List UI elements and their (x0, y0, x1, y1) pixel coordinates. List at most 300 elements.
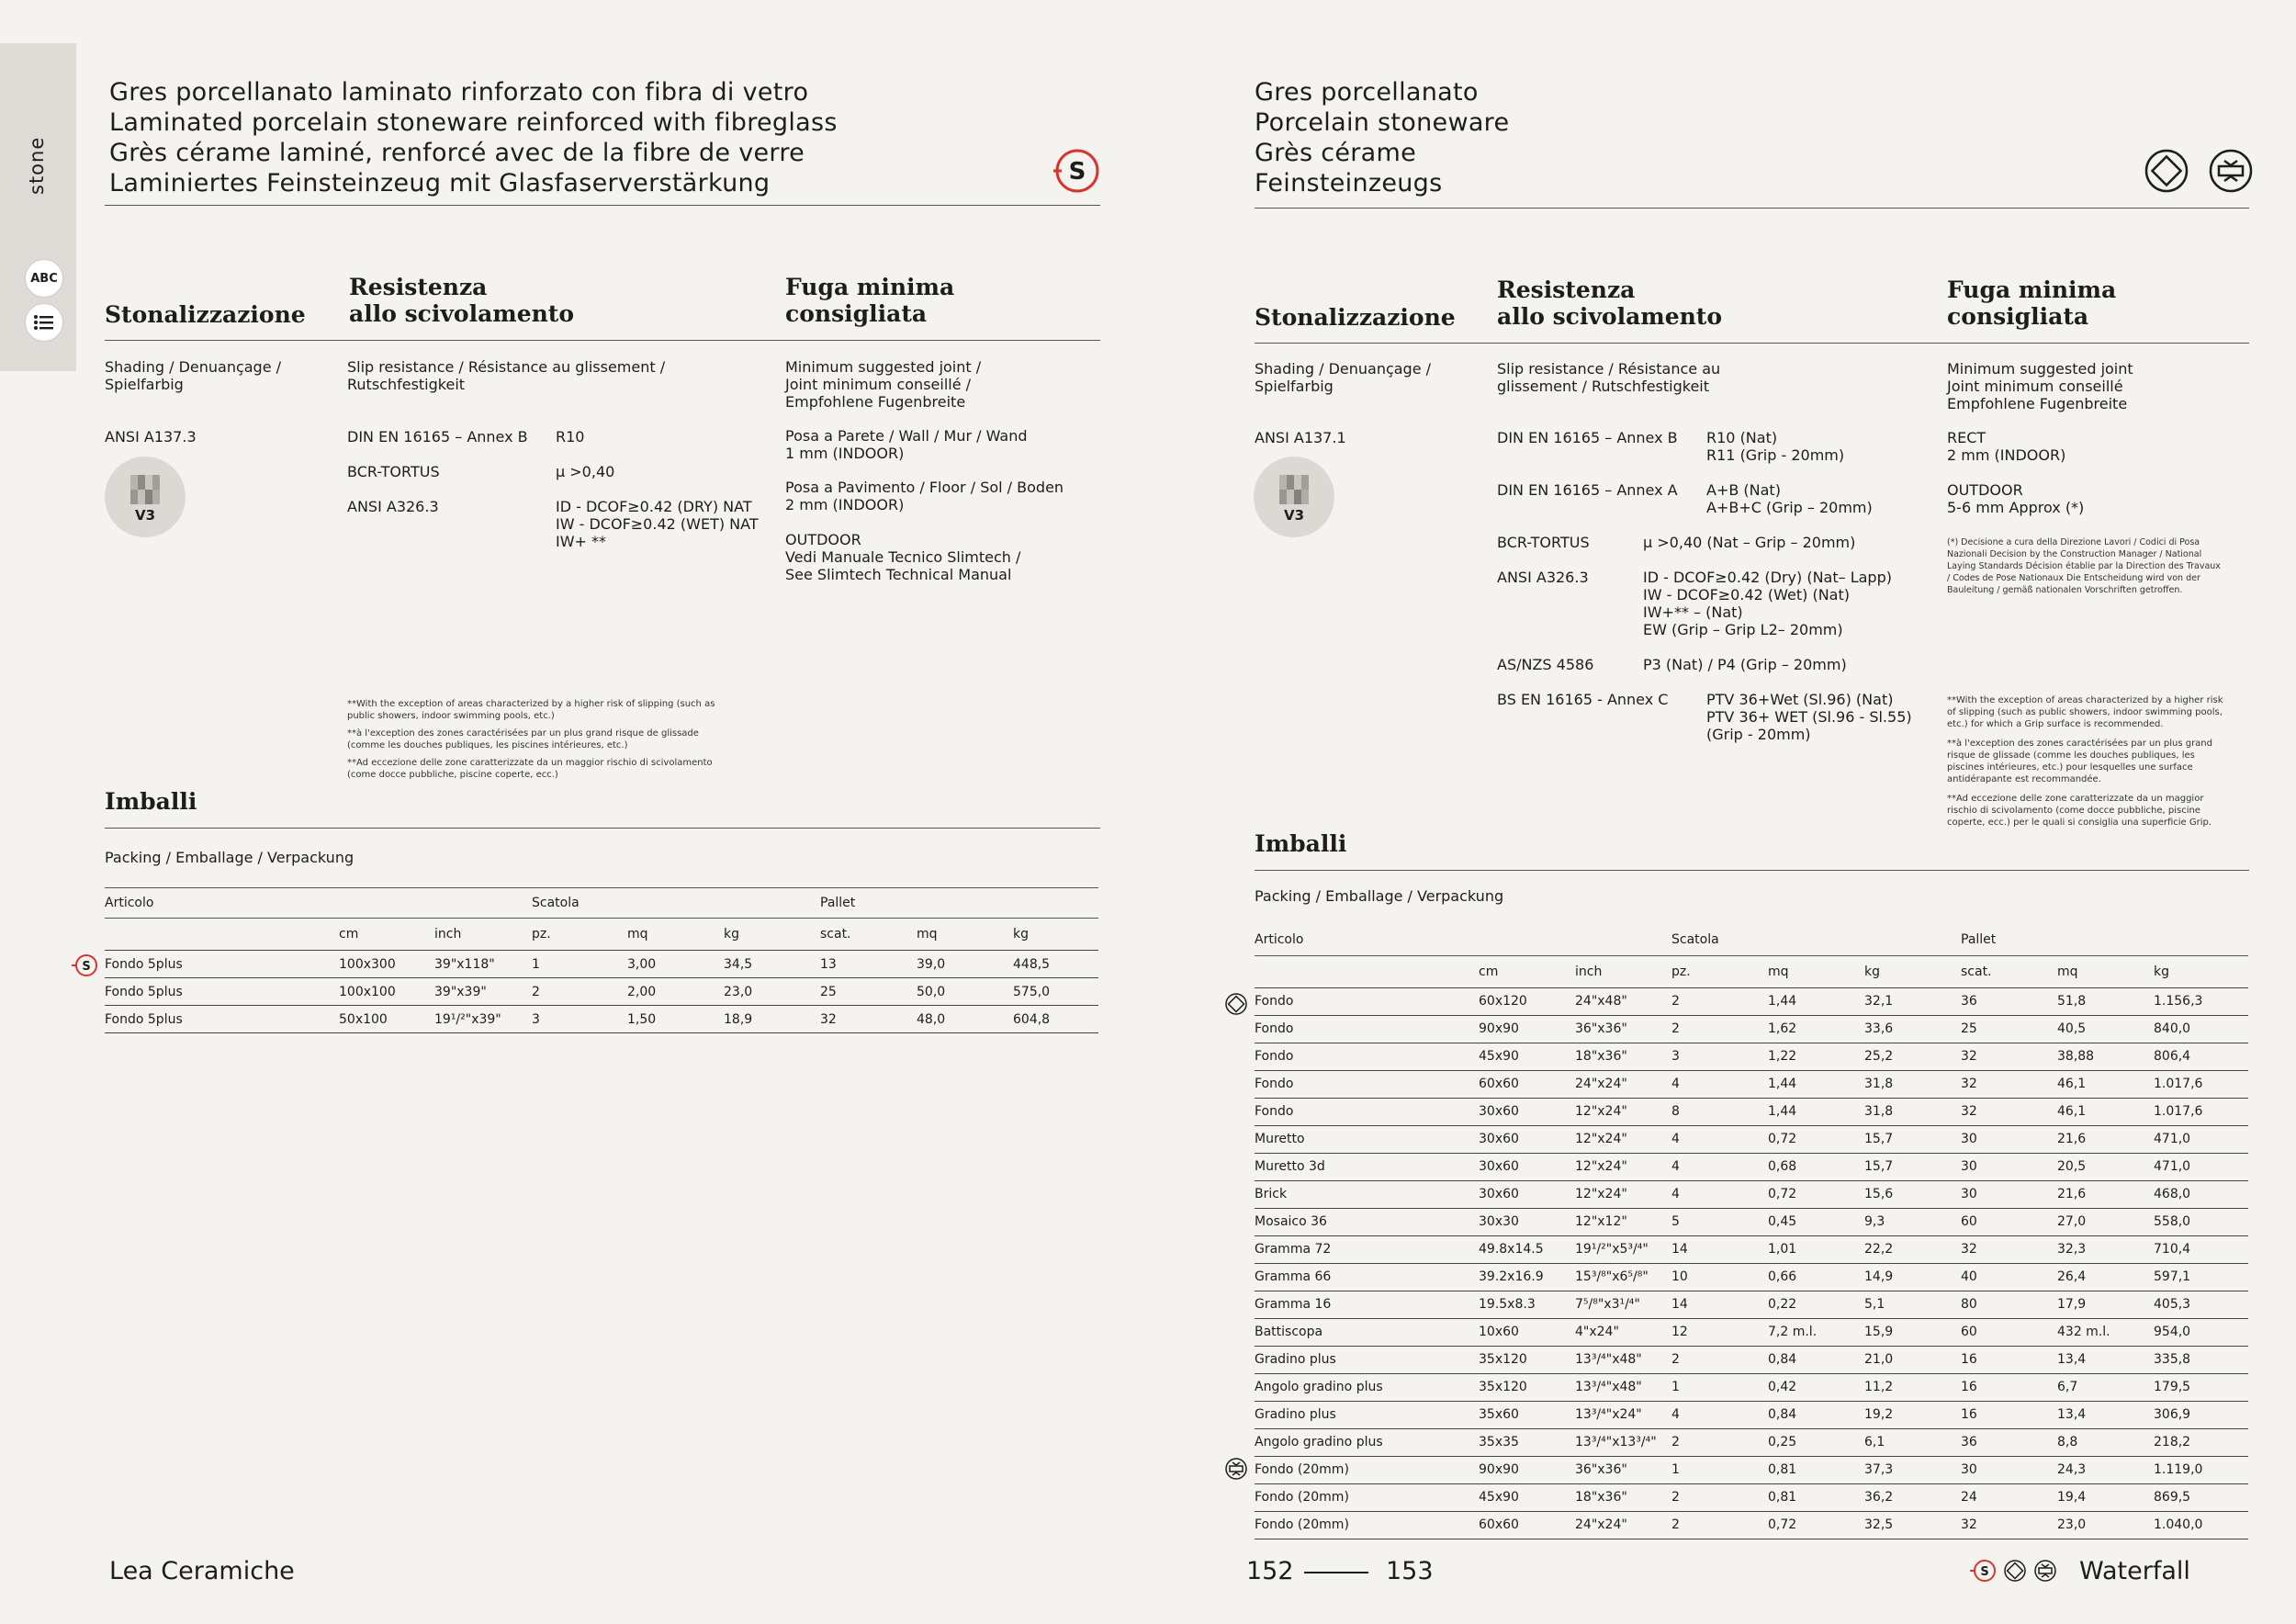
table-cell: 1 (532, 951, 627, 978)
table-cell: 39"x39" (434, 978, 532, 1006)
table-cell: 19¹/²"x39" (434, 1006, 532, 1033)
col-header: kg (1013, 919, 1098, 951)
table-row (1255, 1401, 2248, 1428)
shade-code: V3 (134, 507, 156, 524)
slip-std: DIN EN 16165 – Annex A (1497, 481, 1678, 499)
table-row (1255, 1263, 2248, 1291)
table-cell: Fondo (1255, 987, 1479, 1015)
table-cell: Muretto (1255, 1125, 1479, 1153)
table-cell: 954,0 (2154, 1318, 2248, 1346)
stonal-subtitle: Shading / Denuançage / Spielfarbig (1255, 360, 1432, 395)
table-cell: Muretto 3d (1255, 1153, 1479, 1180)
table-cell: 45x90 (1479, 1043, 1575, 1070)
table-cell: 471,0 (2154, 1153, 2248, 1180)
table-row (1255, 1456, 2248, 1483)
table-row (1255, 1428, 2248, 1456)
table-row (1255, 1125, 2248, 1153)
slip-val: μ >0,40 (Nat – Grip – 20mm) (1643, 534, 1856, 551)
slip-std: DIN EN 16165 – Annex B (1497, 429, 1678, 446)
table-cell: 32,3 (2057, 1235, 2154, 1263)
table-cell: 30 (1961, 1456, 2057, 1483)
divider (1255, 343, 2249, 344)
table-cell: 0,72 (1768, 1180, 1864, 1208)
svg-text:S: S (1068, 158, 1086, 186)
table-cell: 0,66 (1768, 1263, 1864, 1291)
table-cell: 21,0 (1864, 1346, 1961, 1373)
table-cell: 3,00 (627, 951, 724, 978)
table-cell: 46,1 (2057, 1070, 2154, 1098)
table-cell: 2 (1671, 1015, 1768, 1043)
table-cell: 840,0 (2154, 1015, 2248, 1043)
joint-title-line2: consigliata (1947, 303, 2089, 330)
table-cell: 24,3 (2057, 1456, 2154, 1483)
table-row (1255, 1043, 2248, 1070)
joint-note: (*) Decisione a cura della Direzione Lavori / Codici di Posa Nazionali Decision by the Construction Manager / National Laying Standards Décision établie par la Direction des Travaux / Codes de Pose Nationaux Die Entscheidung wird von der Bauleitung / gemäß nationalen Vorschriften getroffen. (1947, 537, 2221, 595)
table-cell: 15³/⁸"x6⁵/⁸" (1575, 1263, 1671, 1291)
table-cell: 34,5 (724, 951, 820, 978)
table-row (1255, 1098, 2248, 1125)
col-header: inch (1575, 955, 1671, 987)
footnote: **Ad eccezione delle zone caratterizzate da un maggior rischio di scivolamento (come docce pubbliche, piscine coperte, ecc.) per le quali si consiglia una superficie Grip. (1947, 794, 2212, 828)
table-cell: 21,6 (2057, 1125, 2154, 1153)
table-cell: 30 (1961, 1153, 2057, 1180)
col-header: pz. (1671, 955, 1768, 987)
table-cell: 36"x36" (1575, 1015, 1671, 1043)
table-cell: 4 (1671, 1153, 1768, 1180)
table-cell: Fondo (1255, 1070, 1479, 1098)
table-cell: 46,1 (2057, 1098, 2154, 1125)
table-cell: 32 (1961, 1098, 2057, 1125)
table-cell: 35x60 (1479, 1401, 1575, 1428)
table-cell: 22,2 (1864, 1235, 1961, 1263)
table-subheader-row (105, 919, 1098, 951)
headline-de: Feinsteinzeugs (1255, 169, 1443, 197)
table-cell: Fondo (20mm) (1255, 1511, 1479, 1539)
table-row (1255, 1153, 2248, 1180)
table-cell: 558,0 (2154, 1208, 2248, 1235)
joint-block: RECT 2 mm (INDOOR) (1947, 429, 2066, 464)
table-cell: 17,9 (2057, 1291, 2154, 1318)
shade-tile-icon (130, 475, 160, 504)
joint-title (785, 274, 954, 327)
table-cell: 23,0 (724, 978, 820, 1006)
table-cell: Gradino plus (1255, 1401, 1479, 1428)
table-cell: 60 (1961, 1318, 2057, 1346)
table-cell: 0,68 (1768, 1153, 1864, 1180)
table-cell: 2 (1671, 1428, 1768, 1456)
svg-text:S: S (1980, 1565, 1989, 1579)
table-cell: 5,1 (1864, 1291, 1961, 1318)
table-cell: 35x120 (1479, 1346, 1575, 1373)
table-cell: 6,1 (1864, 1428, 1961, 1456)
table-cell: 2 (1671, 1511, 1768, 1539)
shade-tile-icon (1279, 475, 1309, 504)
slip-std: BCR-TORTUS (1497, 534, 1590, 551)
thickness-20mm-icon (1224, 1457, 1248, 1484)
packing-title: Imballi (1255, 830, 1347, 857)
col-header: kg (2154, 955, 2248, 987)
table-cell: 5 (1671, 1208, 1768, 1235)
abc-index-button[interactable]: ABC (25, 259, 63, 298)
table-cell: Fondo (1255, 1015, 1479, 1043)
table-cell: 2 (1671, 987, 1768, 1015)
slip-title-line2: allo scivolamento (349, 300, 575, 327)
footer-feature-icons (1969, 1557, 2057, 1585)
table-cell: 24 (1961, 1483, 2057, 1511)
table-cell: 21,6 (2057, 1180, 2154, 1208)
divider (105, 205, 1100, 206)
slip-std: DIN EN 16165 – Annex B (347, 428, 528, 445)
table-cell: 30x60 (1479, 1125, 1575, 1153)
table-cell: 32,1 (1864, 987, 1961, 1015)
joint-block: Posa a Pavimento / Floor / Sol / Boden 2 mm (INDOOR) (785, 479, 1064, 513)
shade-code: V3 (1283, 507, 1305, 524)
divider (1255, 208, 2249, 209)
stonal-title: Stonalizzazione (105, 301, 306, 328)
table-cell: 1,22 (1768, 1043, 1864, 1070)
table-row (1255, 1511, 2248, 1539)
table-cell: 1,44 (1768, 1098, 1864, 1125)
table-cell: 0,45 (1768, 1208, 1864, 1235)
col-header: cm (339, 919, 434, 951)
slip-title (1497, 276, 1722, 330)
packing-table-right (1255, 925, 2248, 1539)
slip-title-line1: Resistenza (349, 274, 488, 300)
page-number-left: 152 (1246, 1557, 1294, 1585)
table-cell: 575,0 (1013, 978, 1098, 1006)
footnote: **With the exception of areas characterized by a higher risk of slipping (such as public showers, indoor swimming pools, etc.) (347, 699, 715, 721)
table-cell: Angolo gradino plus (1255, 1428, 1479, 1456)
table-cell: 1.017,6 (2154, 1070, 2248, 1098)
table-cell: 710,4 (2154, 1235, 2248, 1263)
packing-table-left (105, 887, 1098, 1033)
table-cell: 50,0 (917, 978, 1013, 1006)
rectified-diamond-icon (2144, 149, 2189, 197)
table-cell: 2 (1671, 1483, 1768, 1511)
table-cell: 30x60 (1479, 1098, 1575, 1125)
table-cell: 48,0 (917, 1006, 1013, 1033)
joint-subtitle: Minimum suggested joint / Joint minimum conseillé / Empfohlene Fugenbreite (785, 358, 982, 411)
table-row (1255, 987, 2248, 1015)
table-cell: 35x35 (1479, 1428, 1575, 1456)
slip-val: ID - DCOF≥0.42 (DRY) NAT IW - DCOF≥0.42 (WET) NAT IW+ ** (556, 498, 759, 550)
table-cell: 12"x12" (1575, 1208, 1671, 1235)
table-cell: 1,62 (1768, 1015, 1864, 1043)
divider (105, 828, 1100, 829)
table-cell: 13,4 (2057, 1346, 2154, 1373)
table-cell: 31,8 (1864, 1098, 1961, 1125)
col-header: inch (434, 919, 532, 951)
table-row (1255, 1070, 2248, 1098)
table-cell: 36 (1961, 1428, 2057, 1456)
headline-it: Gres porcellanato laminato rinforzato con fibra di vetro (109, 78, 809, 107)
col-header: scat. (820, 919, 917, 951)
table-cell: 19,2 (1864, 1401, 1961, 1428)
divider (1255, 870, 2249, 871)
table-cell: 100x300 (339, 951, 434, 978)
table-cell: 32 (1961, 1235, 2057, 1263)
table-row (105, 978, 1098, 1006)
table-cell: 24"x48" (1575, 987, 1671, 1015)
table-cell: 25 (820, 978, 917, 1006)
slip-std: ANSI A326.3 (1497, 569, 1589, 586)
table-cell: 15,7 (1864, 1153, 1961, 1180)
table-cell: 26,4 (2057, 1263, 2154, 1291)
table-cell: 32,5 (1864, 1511, 1961, 1539)
headline-it: Gres porcellanato (1255, 78, 1479, 107)
slip-std: BS EN 16165 - Annex C (1497, 691, 1669, 708)
joint-title-line1: Fuga minima (1947, 276, 2117, 303)
table-cell: 1,01 (1768, 1235, 1864, 1263)
table-cell: 14 (1671, 1235, 1768, 1263)
table-row (1255, 1483, 2248, 1511)
table-cell: Gramma 16 (1255, 1291, 1479, 1318)
slip-val: A+B (Nat) A+B+C (Grip – 20mm) (1706, 481, 1873, 516)
table-row (1255, 1180, 2248, 1208)
table-cell: 32 (1961, 1043, 2057, 1070)
table-cell: Gramma 72 (1255, 1235, 1479, 1263)
table-cell: 12"x24" (1575, 1153, 1671, 1180)
table-cell: 15,7 (1864, 1125, 1961, 1153)
table-cell: 1.040,0 (2154, 1511, 2248, 1539)
table-cell: 335,8 (2154, 1346, 2248, 1373)
table-cell: 15,9 (1864, 1318, 1961, 1346)
table-cell: 13 (820, 951, 917, 978)
table-cell: 468,0 (2154, 1180, 2248, 1208)
table-cell: 19.5x8.3 (1479, 1291, 1575, 1318)
table-cell: 179,5 (2154, 1373, 2248, 1401)
table-row (1255, 1318, 2248, 1346)
table-cell: 30x60 (1479, 1153, 1575, 1180)
slip-val: R10 (Nat) R11 (Grip - 20mm) (1706, 429, 1845, 464)
slip-val: P3 (Nat) / P4 (Grip – 20mm) (1643, 656, 1847, 673)
table-cell: 15,6 (1864, 1180, 1961, 1208)
slip-title-line1: Resistenza (1497, 276, 1636, 303)
table-cell: 14 (1671, 1291, 1768, 1318)
left-headline (109, 77, 838, 198)
slimtech-s-icon (72, 953, 99, 981)
table-row (105, 951, 1098, 978)
category-tab (0, 43, 76, 371)
table-cell: 38,88 (2057, 1043, 2154, 1070)
headline-fr: Grès cérame (1255, 139, 1417, 167)
table-cell: 0,22 (1768, 1291, 1864, 1318)
table-cell: 18,9 (724, 1006, 820, 1033)
table-cell: Fondo (1255, 1098, 1479, 1125)
table-row (1255, 1235, 2248, 1263)
table-cell: 604,8 (1013, 1006, 1098, 1033)
table-cell: 33,6 (1864, 1015, 1961, 1043)
packing-subtitle: Packing / Emballage / Verpackung (105, 849, 355, 866)
table-body (1255, 987, 2248, 1539)
col-header: kg (724, 919, 820, 951)
table-cell: Fondo (20mm) (1255, 1483, 1479, 1511)
table-cell: 218,2 (2154, 1428, 2248, 1456)
slip-std: AS/NZS 4586 (1497, 656, 1594, 673)
joint-title-line2: consigliata (785, 300, 928, 327)
table-cell: 448,5 (1013, 951, 1098, 978)
table-cell: 36 (1961, 987, 2057, 1015)
table-cell: 24"x24" (1575, 1070, 1671, 1098)
slip-subtitle: Slip resistance / Résistance au glissement / Rutschfestigkeit (1497, 360, 1721, 395)
table-cell: 16 (1961, 1346, 2057, 1373)
table-cell: Fondo 5plus (105, 951, 339, 978)
col-header: mq (627, 919, 724, 951)
table-cell: 4"x24" (1575, 1318, 1671, 1346)
table-cell: 36,2 (1864, 1483, 1961, 1511)
table-cell: Gramma 66 (1255, 1263, 1479, 1291)
headline-en: Laminated porcelain stoneware reinforced with fibreglass (109, 108, 838, 137)
table-cell: 432 m.l. (2057, 1318, 2154, 1346)
col-header: mq (2057, 955, 2154, 987)
col-header: cm (1479, 955, 1575, 987)
col-header: mq (917, 919, 1013, 951)
table-cell: 23,0 (2057, 1511, 2154, 1539)
footnotes (1947, 694, 2232, 829)
joint-title-line1: Fuga minima (785, 274, 955, 300)
slip-val: ID - DCOF≥0.42 (Dry) (Nat– Lapp) IW - DCOF≥0.42 (Wet) (Nat) IW+** – (Nat) EW (Grip – Grip L2– 20mm) (1643, 569, 1892, 638)
table-cell: 0,42 (1768, 1373, 1864, 1401)
table-subheader-row (1255, 955, 2248, 987)
table-cell: 49.8x14.5 (1479, 1235, 1575, 1263)
table-cell: 31,8 (1864, 1070, 1961, 1098)
table-cell: 0,81 (1768, 1483, 1864, 1511)
table-row (1255, 1291, 2248, 1318)
page-separator (1304, 1572, 1368, 1573)
table-cell: Gradino plus (1255, 1346, 1479, 1373)
table-cell: 6,7 (2057, 1373, 2154, 1401)
table-cell: 14,9 (1864, 1263, 1961, 1291)
collection-name: Waterfall (2079, 1557, 2190, 1585)
table-cell: 8,8 (2057, 1428, 2154, 1456)
table-cell: 1 (1671, 1456, 1768, 1483)
brand-name: Lea Ceramiche (109, 1557, 295, 1585)
rectified-diamond-icon (1224, 992, 1248, 1020)
table-cell: 60x60 (1479, 1070, 1575, 1098)
table-cell: 3 (1671, 1043, 1768, 1070)
stonal-standard: ANSI A137.3 (105, 428, 197, 445)
table-cell: 10x60 (1479, 1318, 1575, 1346)
headline-en: Porcelain stoneware (1255, 108, 1510, 137)
table-cell: 2 (1671, 1346, 1768, 1373)
table-cell: 4 (1671, 1125, 1768, 1153)
slip-std: ANSI A326.3 (347, 498, 439, 515)
slip-val: μ >0,40 (556, 463, 615, 480)
table-cell: Brick (1255, 1180, 1479, 1208)
svg-text:S: S (82, 960, 91, 974)
table-cell: 869,5 (2154, 1483, 2248, 1511)
divider (105, 340, 1100, 341)
table-cell: 13³/⁴"x13³/⁴" (1575, 1428, 1671, 1456)
table-cell: 25 (1961, 1015, 2057, 1043)
table-cell: 30x60 (1479, 1180, 1575, 1208)
table-cell: 11,2 (1864, 1373, 1961, 1401)
table-cell: 13,4 (2057, 1401, 2154, 1428)
table-cell: 7⁵/⁸"x3¹/⁴" (1575, 1291, 1671, 1318)
table-cell: 0,81 (1768, 1456, 1864, 1483)
stonal-standard: ANSI A137.1 (1255, 429, 1346, 446)
joint-subtitle: Minimum suggested joint Joint minimum conseillé Empfohlene Fugenbreite (1947, 360, 2133, 412)
packing-subtitle: Packing / Emballage / Verpackung (1255, 887, 1504, 905)
table-cell: 32 (820, 1006, 917, 1033)
table-row (1255, 1373, 2248, 1401)
thickness-20mm-icon (2209, 149, 2253, 197)
table-cell: 12 (1671, 1318, 1768, 1346)
table-cell: 37,3 (1864, 1456, 1961, 1483)
table-cell: 30 (1961, 1180, 2057, 1208)
table-cell: 12"x24" (1575, 1180, 1671, 1208)
table-cell: 8 (1671, 1098, 1768, 1125)
joint-block: OUTDOOR Vedi Manuale Tecnico Slimtech / See Slimtech Technical Manual (785, 531, 1021, 583)
slip-std: BCR-TORTUS (347, 463, 440, 480)
table-cell: 12"x24" (1575, 1098, 1671, 1125)
table-cell: 3 (532, 1006, 627, 1033)
list-icon[interactable] (25, 303, 63, 342)
slimtech-s-icon (1052, 147, 1100, 198)
table-cell: 39"x118" (434, 951, 532, 978)
table-cell: 0,72 (1768, 1125, 1864, 1153)
footnote: **à l'exception des zones caractérisées par un plus grand risque de glissade (comme les douches publiques, les piscines intérieures, etc.) (347, 728, 699, 750)
table-cell: 18"x36" (1575, 1043, 1671, 1070)
table-cell: 2,00 (627, 978, 724, 1006)
slip-subtitle: Slip resistance / Résistance au glissement / Rutschfestigkeit (347, 358, 666, 393)
joint-block: OUTDOOR 5-6 mm Approx (*) (1947, 481, 2085, 516)
col-header: Pallet (820, 888, 917, 919)
table-cell: 2 (532, 978, 627, 1006)
table-cell: 471,0 (2154, 1125, 2248, 1153)
table-cell: 306,9 (2154, 1401, 2248, 1428)
slip-title (349, 274, 574, 327)
table-cell: 4 (1671, 1180, 1768, 1208)
table-cell: 90x90 (1479, 1015, 1575, 1043)
table-cell: 60x120 (1479, 987, 1575, 1015)
table-cell: 1.017,6 (2154, 1098, 2248, 1125)
table-cell: 10 (1671, 1263, 1768, 1291)
table-cell: 39,0 (917, 951, 1013, 978)
col-header: scat. (1961, 955, 2057, 987)
table-row (1255, 1346, 2248, 1373)
table-cell: 1.119,0 (2154, 1456, 2248, 1483)
table-cell: 16 (1961, 1401, 2057, 1428)
table-cell: 0,72 (1768, 1511, 1864, 1539)
table-cell: 30 (1961, 1125, 2057, 1153)
table-cell: 19¹/²"x5³/⁴" (1575, 1235, 1671, 1263)
table-cell: 16 (1961, 1373, 2057, 1401)
footnote: **à l'exception des zones caractérisées par un plus grand risque de glissade (comme les douches publiques, les piscines intérieures, etc.) pour lesquelles une surface antidérapante est recommandée. (1947, 739, 2212, 784)
table-cell: 20,5 (2057, 1153, 2154, 1180)
headline-fr: Grès cérame laminé, renforcé avec de la fibre de verre (109, 139, 805, 167)
table-cell: 0,84 (1768, 1401, 1864, 1428)
col-header: pz. (532, 919, 627, 951)
table-cell: 27,0 (2057, 1208, 2154, 1235)
footnotes (347, 698, 724, 781)
table-cell: 13³/⁴"x48" (1575, 1346, 1671, 1373)
table-cell: Fondo (20mm) (1255, 1456, 1479, 1483)
table-cell: 597,1 (2154, 1263, 2248, 1291)
shade-v3-badge (105, 457, 186, 537)
table-cell: 35x120 (1479, 1373, 1575, 1401)
page-number-right: 153 (1386, 1557, 1434, 1585)
col-header: Articolo (105, 888, 339, 919)
table-row (1255, 1015, 2248, 1043)
table-cell: 25,2 (1864, 1043, 1961, 1070)
table-cell: 30x30 (1479, 1208, 1575, 1235)
table-cell: 32 (1961, 1070, 2057, 1098)
table-cell: 0,84 (1768, 1346, 1864, 1373)
table-cell: 100x100 (339, 978, 434, 1006)
table-cell: 80 (1961, 1291, 2057, 1318)
table-cell: 1 (1671, 1373, 1768, 1401)
